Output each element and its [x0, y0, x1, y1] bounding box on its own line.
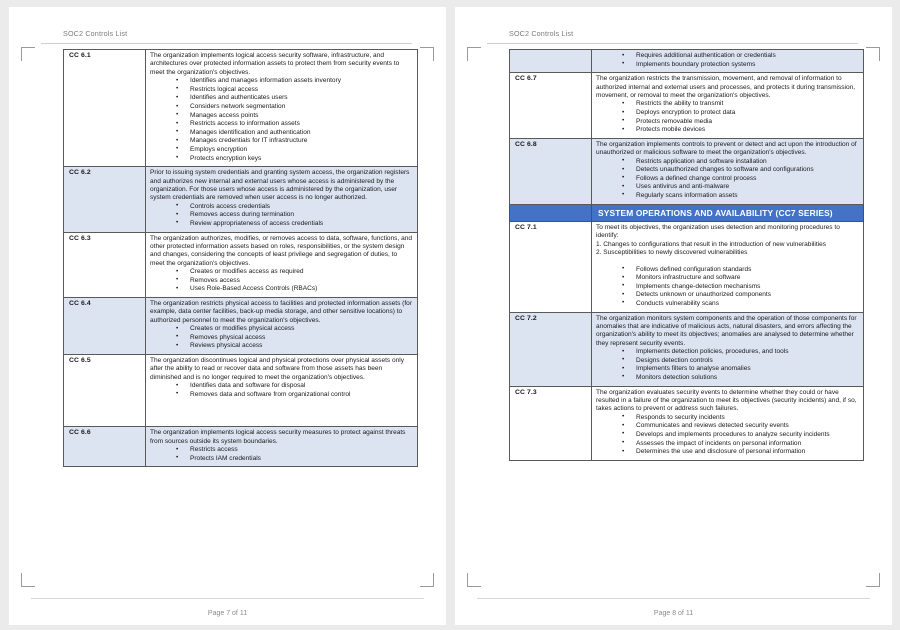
control-id-cell: [510, 204, 592, 221]
control-paragraph: The organization authorizes, modifies, or removes access to data, software, functions, and other protected information assets based on roles, responsibilities, or the system design and changes, considering the concepts of least privilege and segregation of duties, to meet the organization's objectives.: [150, 234, 413, 267]
control-paragraph: The organization monitors system components and the operation of those components for anomalies that are indicative of malicious acts, natural disasters, and errors affecting the organization's ability to meet its objectives; anomalies are analysed to determine whether they represent security events.: [596, 314, 857, 347]
control-bullet-item: • Identifies and authenticates users: [176, 94, 413, 103]
control-paragraph: The organization restricts the transmission, movement, and removal of information to authorized internal and external users and processes, and protects it during transmission, movement, or removal to meet the organization's objectives.: [596, 75, 856, 99]
control-bullet-item: • Regularly scans information assets: [622, 192, 859, 201]
control-bullet-item: • Removes data and software from organizational control: [176, 391, 413, 400]
controls-table-body-7: [64, 50, 418, 467]
control-id-cell: [510, 50, 592, 73]
control-bullet-item: • Removes access during termination: [176, 211, 413, 220]
section-title-cell: SYSTEM OPERATIONS AND AVAILABILITY (CC7 SERIES): [592, 204, 864, 221]
document-header-label: SOC2 Controls List: [509, 29, 574, 38]
page-7: [9, 7, 446, 625]
control-bullet-list: [150, 446, 413, 463]
control-id-cell: CC 6.4: [64, 297, 146, 354]
control-bullet-item: • Manages credentials for IT infrastructure: [176, 137, 413, 146]
control-row: [64, 297, 418, 354]
control-bullet-item: • Uses Role-Based Access Controls (RBACs): [176, 285, 413, 294]
control-bullet-item: • Assesses the impact of incidents on personal information: [622, 440, 859, 449]
control-bullet-item: • Designs detection controls: [622, 357, 859, 366]
control-paragraph: The organization discontinues logical and physical protections over physical assets only after the ability to read or recover data and software from those assets has been diminished and is no longer required to meet the organization's objectives.: [150, 356, 405, 381]
control-id-cell: CC 7.1: [510, 221, 592, 312]
control-description-cell: [146, 427, 418, 467]
control-bullet-item: • Restricts application and software installation: [622, 158, 859, 167]
blank-line: [150, 415, 413, 423]
control-paragraph: To meet its objectives, the organization uses detection and monitoring procedures to identify:: [596, 223, 840, 240]
control-bullet-item: • Reviews physical access: [176, 342, 413, 351]
control-id-cell: CC 6.1: [64, 50, 146, 167]
control-bullet-item: • Monitors detection solutions: [622, 374, 859, 383]
control-id-cell: CC 6.5: [64, 354, 146, 426]
control-row: [510, 386, 864, 460]
control-bullet-item: • Review appropriateness of access credentials: [176, 220, 413, 229]
control-row: [510, 50, 864, 73]
control-bullet-item: • Restricts access to information assets: [176, 120, 413, 129]
control-bullet-list: [150, 325, 413, 351]
control-bullet-item: • Protects removable media: [622, 118, 859, 127]
control-bullet-list: [596, 52, 859, 69]
header-divider: [487, 42, 858, 44]
control-bullet-item: • Follows defined configuration standards: [622, 266, 859, 275]
control-bullet-item: • Considers network segmentation: [176, 103, 413, 112]
section-header-row: [510, 204, 864, 221]
control-bullet-item: • Develops and implements procedures to analyze security incidents: [622, 431, 859, 440]
control-bullet-item: • Monitors infrastructure and software: [622, 274, 859, 283]
control-bullet-item: • Restricts access: [176, 446, 413, 455]
control-bullet-item: • Detects unauthorized changes to software and configurations: [622, 166, 859, 175]
control-id-cell: CC 6.2: [64, 167, 146, 232]
control-bullet-item: • Restricts logical access: [176, 86, 413, 95]
control-row: [64, 354, 418, 426]
control-description-cell: [146, 354, 418, 426]
control-row: [510, 312, 864, 386]
control-paragraph: 1. Changes to configurations that result in the introduction of new vulnerabilities: [596, 240, 827, 248]
control-bullet-item: • Follows a defined change control process: [622, 175, 859, 184]
control-row: [510, 138, 864, 204]
control-bullet-item: • Conducts vulnerability scans: [622, 300, 859, 309]
control-bullet-item: • Creates or modifies physical access: [176, 325, 413, 334]
control-bullet-item: • Removes physical access: [176, 334, 413, 343]
header-divider: [41, 42, 412, 44]
control-description-cell: [592, 386, 864, 460]
control-bullet-list: [150, 203, 413, 229]
control-bullet-item: • Implements change-detection mechanisms: [622, 283, 859, 292]
controls-table-page-7: [63, 49, 418, 467]
document-header-label: SOC2 Controls List: [63, 29, 128, 38]
control-bullet-list: [596, 266, 859, 309]
control-bullet-list: [596, 158, 859, 201]
control-row: [510, 221, 864, 312]
control-description-cell: [592, 312, 864, 386]
blank-line: [150, 407, 413, 415]
control-id-cell: CC 7.3: [510, 386, 592, 460]
control-description-cell: [146, 297, 418, 354]
control-bullet-list: [150, 77, 413, 163]
control-description-cell: [592, 221, 864, 312]
control-row: [510, 73, 864, 139]
control-bullet-list: [150, 268, 413, 294]
control-id-cell: CC 6.8: [510, 138, 592, 204]
control-row: [64, 50, 418, 167]
control-description-cell: [592, 50, 864, 73]
control-description-cell: [146, 50, 418, 167]
control-description-cell: [146, 232, 418, 297]
control-row: [64, 167, 418, 232]
control-id-cell: CC 6.3: [64, 232, 146, 297]
control-bullet-item: • Determines the use and disclosure of personal information: [622, 448, 859, 457]
control-bullet-item: • Identifies data and software for disposal: [176, 382, 413, 391]
control-id-cell: CC 6.6: [64, 427, 146, 467]
control-bullet-item: • Manages access points: [176, 112, 413, 121]
control-bullet-list: [150, 382, 413, 399]
control-paragraph: The organization implements controls to prevent or detect and act upon the introduction of unauthorized or malicious software to meet the organization's objectives.: [596, 140, 857, 157]
control-id-cell: CC 6.7: [510, 73, 592, 139]
control-bullet-item: • Employs encryption: [176, 146, 413, 155]
page-footer: Page 8 of 11: [653, 610, 694, 617]
control-bullet-item: • Implements boundary protection systems: [622, 61, 859, 70]
control-id-cell: CC 7.2: [510, 312, 592, 386]
control-row: [64, 232, 418, 297]
control-bullet-list: [596, 414, 859, 457]
control-paragraph: The organization restricts physical access to facilities and protected information assets (for example, data center facilities, back-up media storage, and other sensitive locations) to authorized personnel to meet the organization's objectives.: [150, 299, 412, 324]
control-bullet-item: • Protects mobile devices: [622, 126, 859, 135]
control-bullet-item: • Protects IAM credentials: [176, 455, 413, 464]
blank-line: [596, 258, 859, 266]
control-bullet-item: • Requires additional authentication or credentials: [622, 52, 859, 61]
control-bullet-item: • Removes access: [176, 277, 413, 286]
controls-table-page-8: [509, 49, 864, 461]
control-paragraph: The organization implements logical access security software, infrastructure, and architectures over protected information assets to protect them from security events to meet the organization's objectives.: [150, 52, 400, 76]
control-description-cell: [146, 167, 418, 232]
control-description-cell: [592, 138, 864, 204]
page-footer: Page 7 of 11: [207, 610, 248, 617]
footer-divider: [31, 598, 424, 599]
control-row: [64, 427, 418, 467]
control-paragraph: The organization evaluates security events to determine whether they could or have resulted in a failure of the organization to meet its objectives (security incidents) and, if so, takes actions to prevent or address such failures.: [596, 388, 857, 413]
control-bullet-item: • Controls access credentials: [176, 203, 413, 212]
control-description-cell: [592, 73, 864, 139]
footer-divider: [477, 598, 870, 599]
control-bullet-item: • Creates or modifies access as required: [176, 268, 413, 277]
control-bullet-item: • Manages identification and authentication: [176, 129, 413, 138]
control-bullet-item: • Responds to security incidents: [622, 414, 859, 423]
control-bullet-list: [596, 348, 859, 382]
blank-line: [150, 399, 413, 407]
control-bullet-item: • Communicates and reviews detected security events: [622, 422, 859, 431]
control-bullet-item: • Detects unknown or unauthorized components: [622, 291, 859, 300]
control-paragraph: The organization implements logical access security measures to protect against threats from sources outside its system boundaries.: [150, 429, 406, 445]
control-bullet-item: • Uses antivirus and anti-malware: [622, 183, 859, 192]
control-bullet-item: • Deploys encryption to protect data: [622, 109, 859, 118]
control-bullet-item: • Identifies and manages information assets inventory: [176, 77, 413, 86]
page-8: [455, 7, 892, 625]
control-bullet-item: • Restricts the ability to transmit: [622, 100, 859, 109]
control-paragraph: 2. Susceptibilities to newly discovered vulnerabilities: [596, 249, 748, 257]
control-bullet-item: • Implements filters to analyse anomalies: [622, 365, 859, 374]
control-paragraph: Prior to issuing system credentials and granting system access, the organization registers and authorizes new internal and external users whose access is administered by the organization. For those users whose access is administered by the organization, user system credentials are removed when user access is no longer authorized.: [150, 169, 410, 202]
controls-table-body-8: [510, 50, 864, 461]
control-bullet-item: • Implements detection policies, procedures, and tools: [622, 348, 859, 357]
control-bullet-item: • Protects encryption keys: [176, 155, 413, 164]
control-bullet-list: [596, 100, 859, 134]
